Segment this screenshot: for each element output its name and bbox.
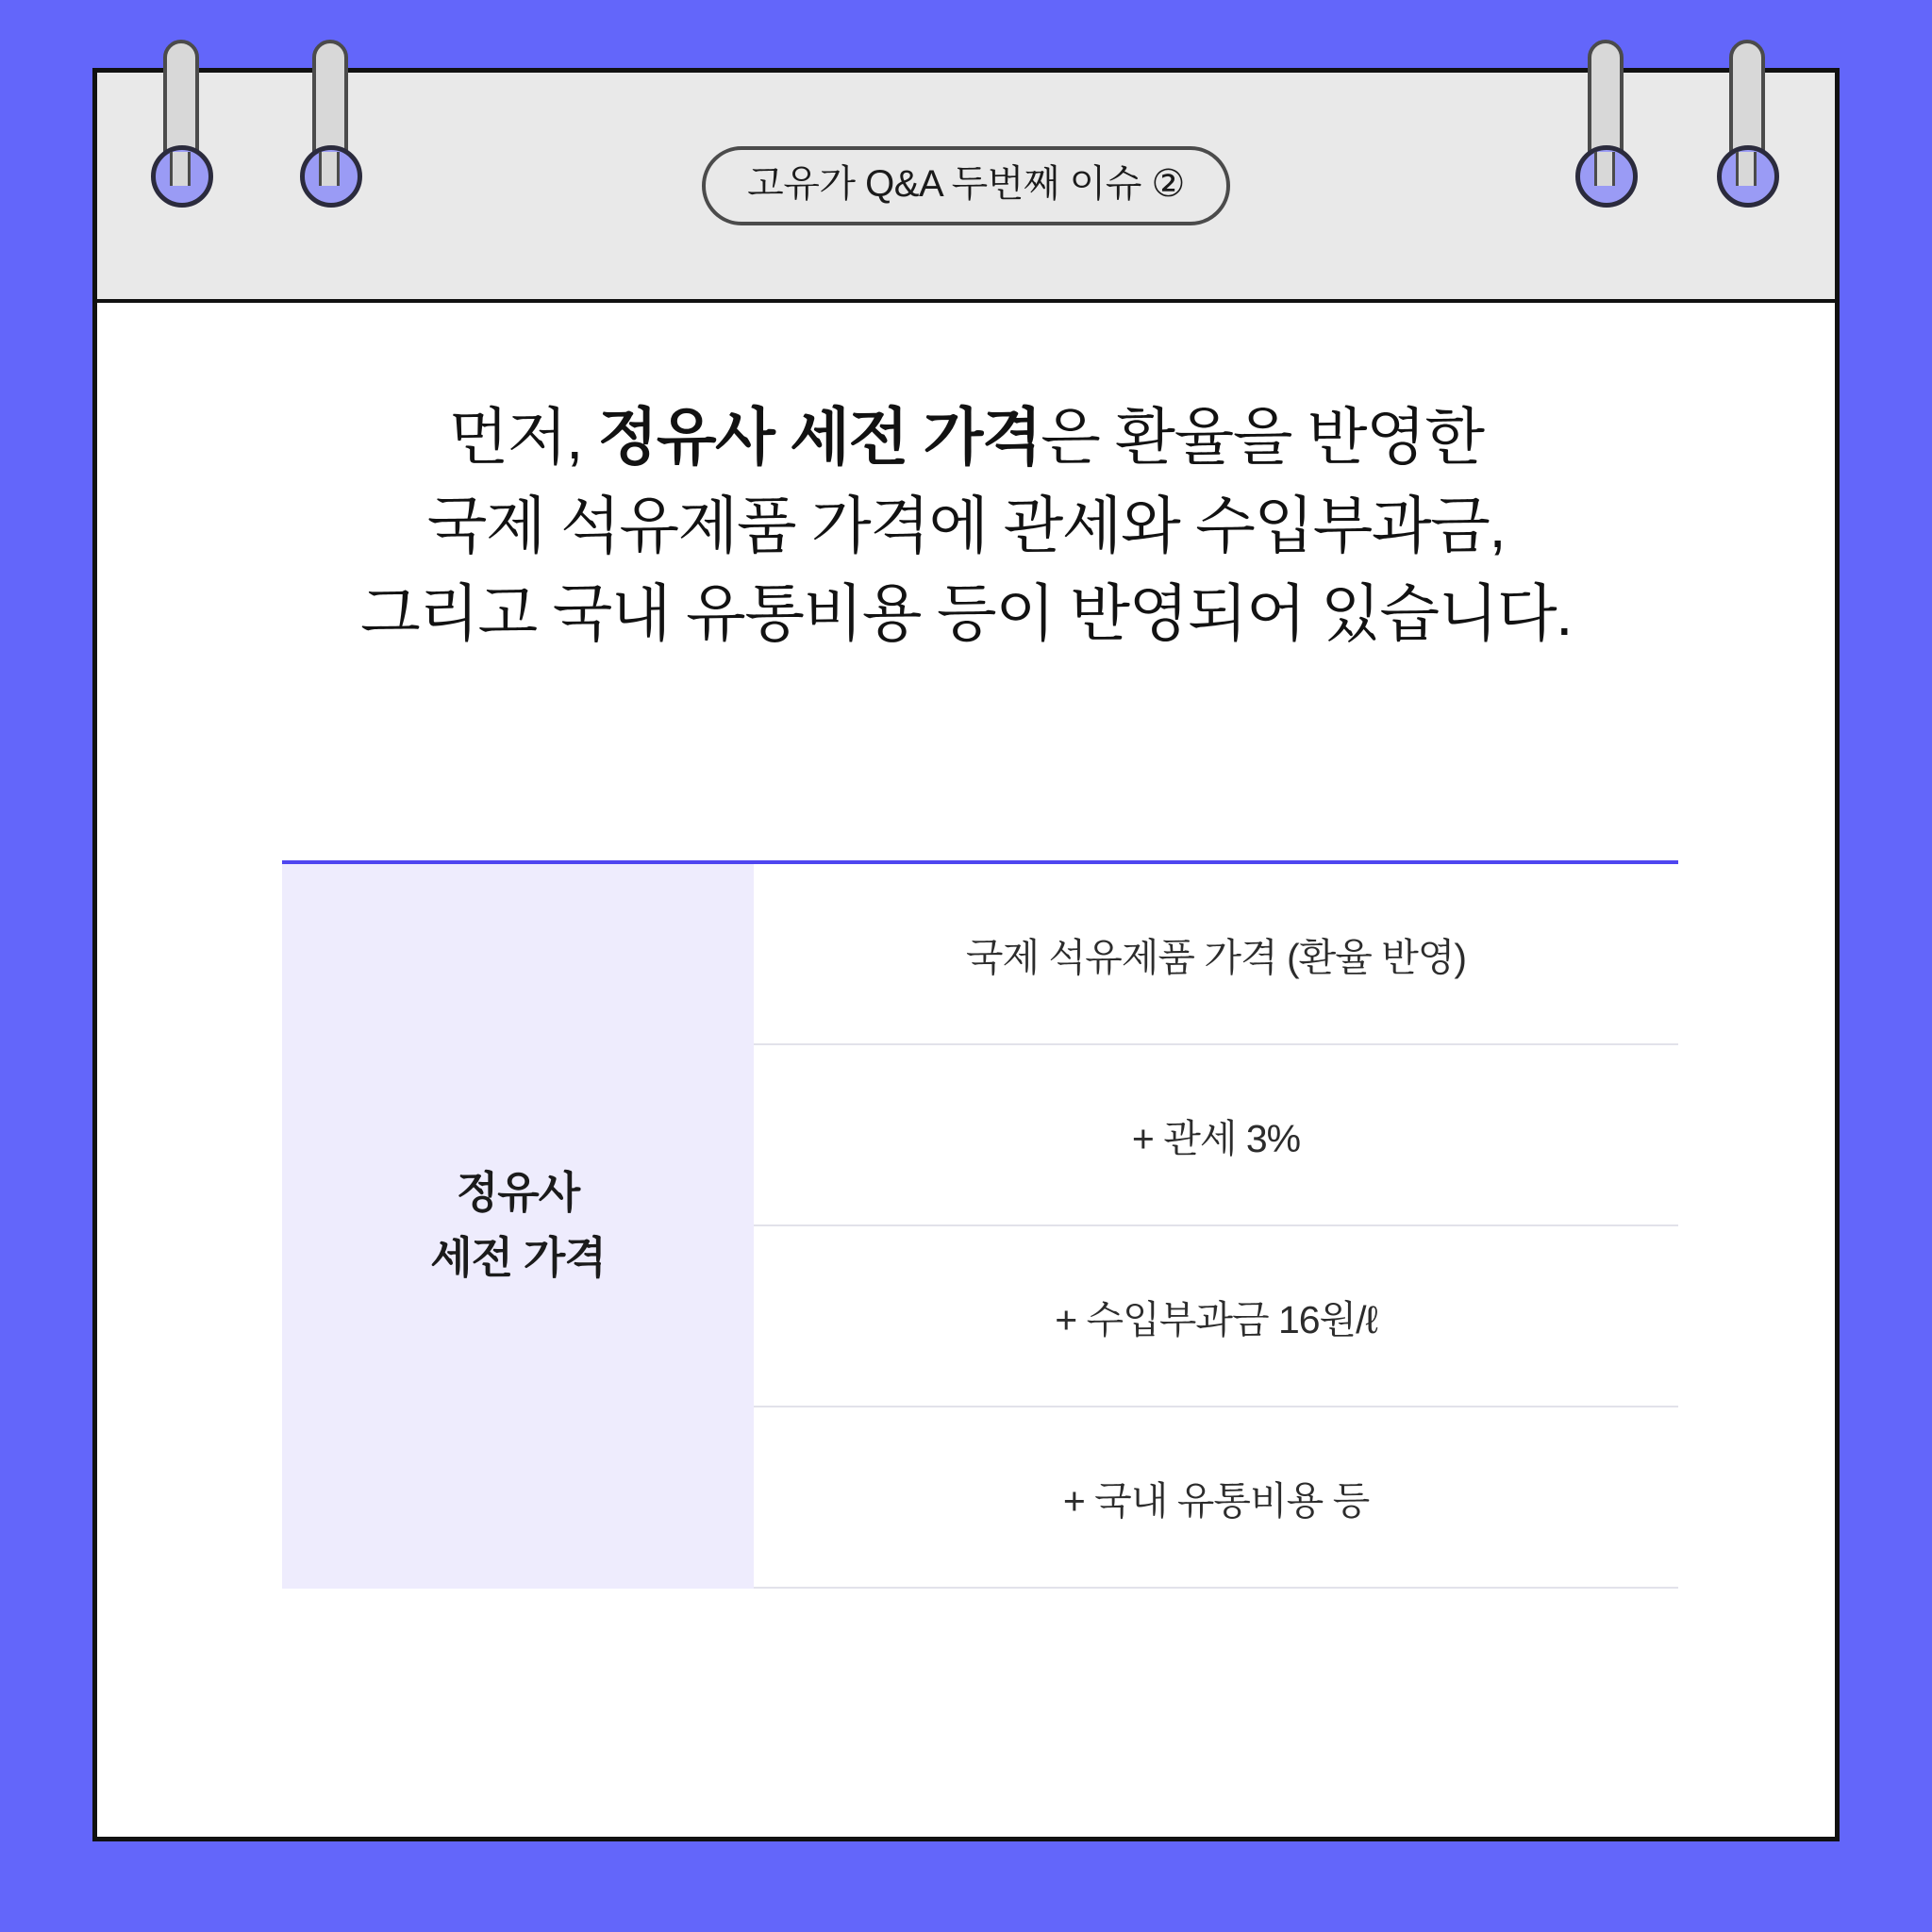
status-badge: 고유가 Q&A 두번째 이슈 ② <box>702 146 1230 225</box>
table-cell-value: 국제 석유제품 가격 (환율 반영) <box>754 862 1678 1044</box>
table-cell-value: + 수입부과금 16원/ℓ <box>754 1225 1678 1407</box>
price-breakdown-table <box>282 860 1678 1589</box>
spiral-ring-icon <box>151 40 213 209</box>
headline-line-1 <box>154 393 1778 482</box>
spiral-ring-icon <box>300 40 362 209</box>
headline-line-1-suffix: 은 환율을 반영한 <box>1041 402 1484 472</box>
page-title <box>154 393 1778 658</box>
notepad-card <box>92 68 1840 1841</box>
headline-line-3: 그리고 국내 유통비용 등이 반영되어 있습니다. <box>360 578 1572 649</box>
table-cell-value: + 국내 유통비용 등 <box>754 1407 1678 1588</box>
table-row-label-line-2: 세전 가격 <box>430 1233 606 1282</box>
table-cell-value: + 관세 3% <box>754 1044 1678 1225</box>
table-row-label-line-1: 정유사 <box>456 1168 580 1217</box>
spiral-ring-icon <box>1717 40 1779 209</box>
spiral-ring-icon <box>1575 40 1638 209</box>
headline-line-1-prefix: 먼저, <box>448 402 598 472</box>
table-row-label <box>282 862 754 1588</box>
table-row <box>282 862 1678 1044</box>
headline-line-2: 국제 석유제품 가격에 관세와 수입부과금, <box>426 490 1506 560</box>
headline-emphasis: 정유사 세전 가격 <box>597 402 1041 472</box>
